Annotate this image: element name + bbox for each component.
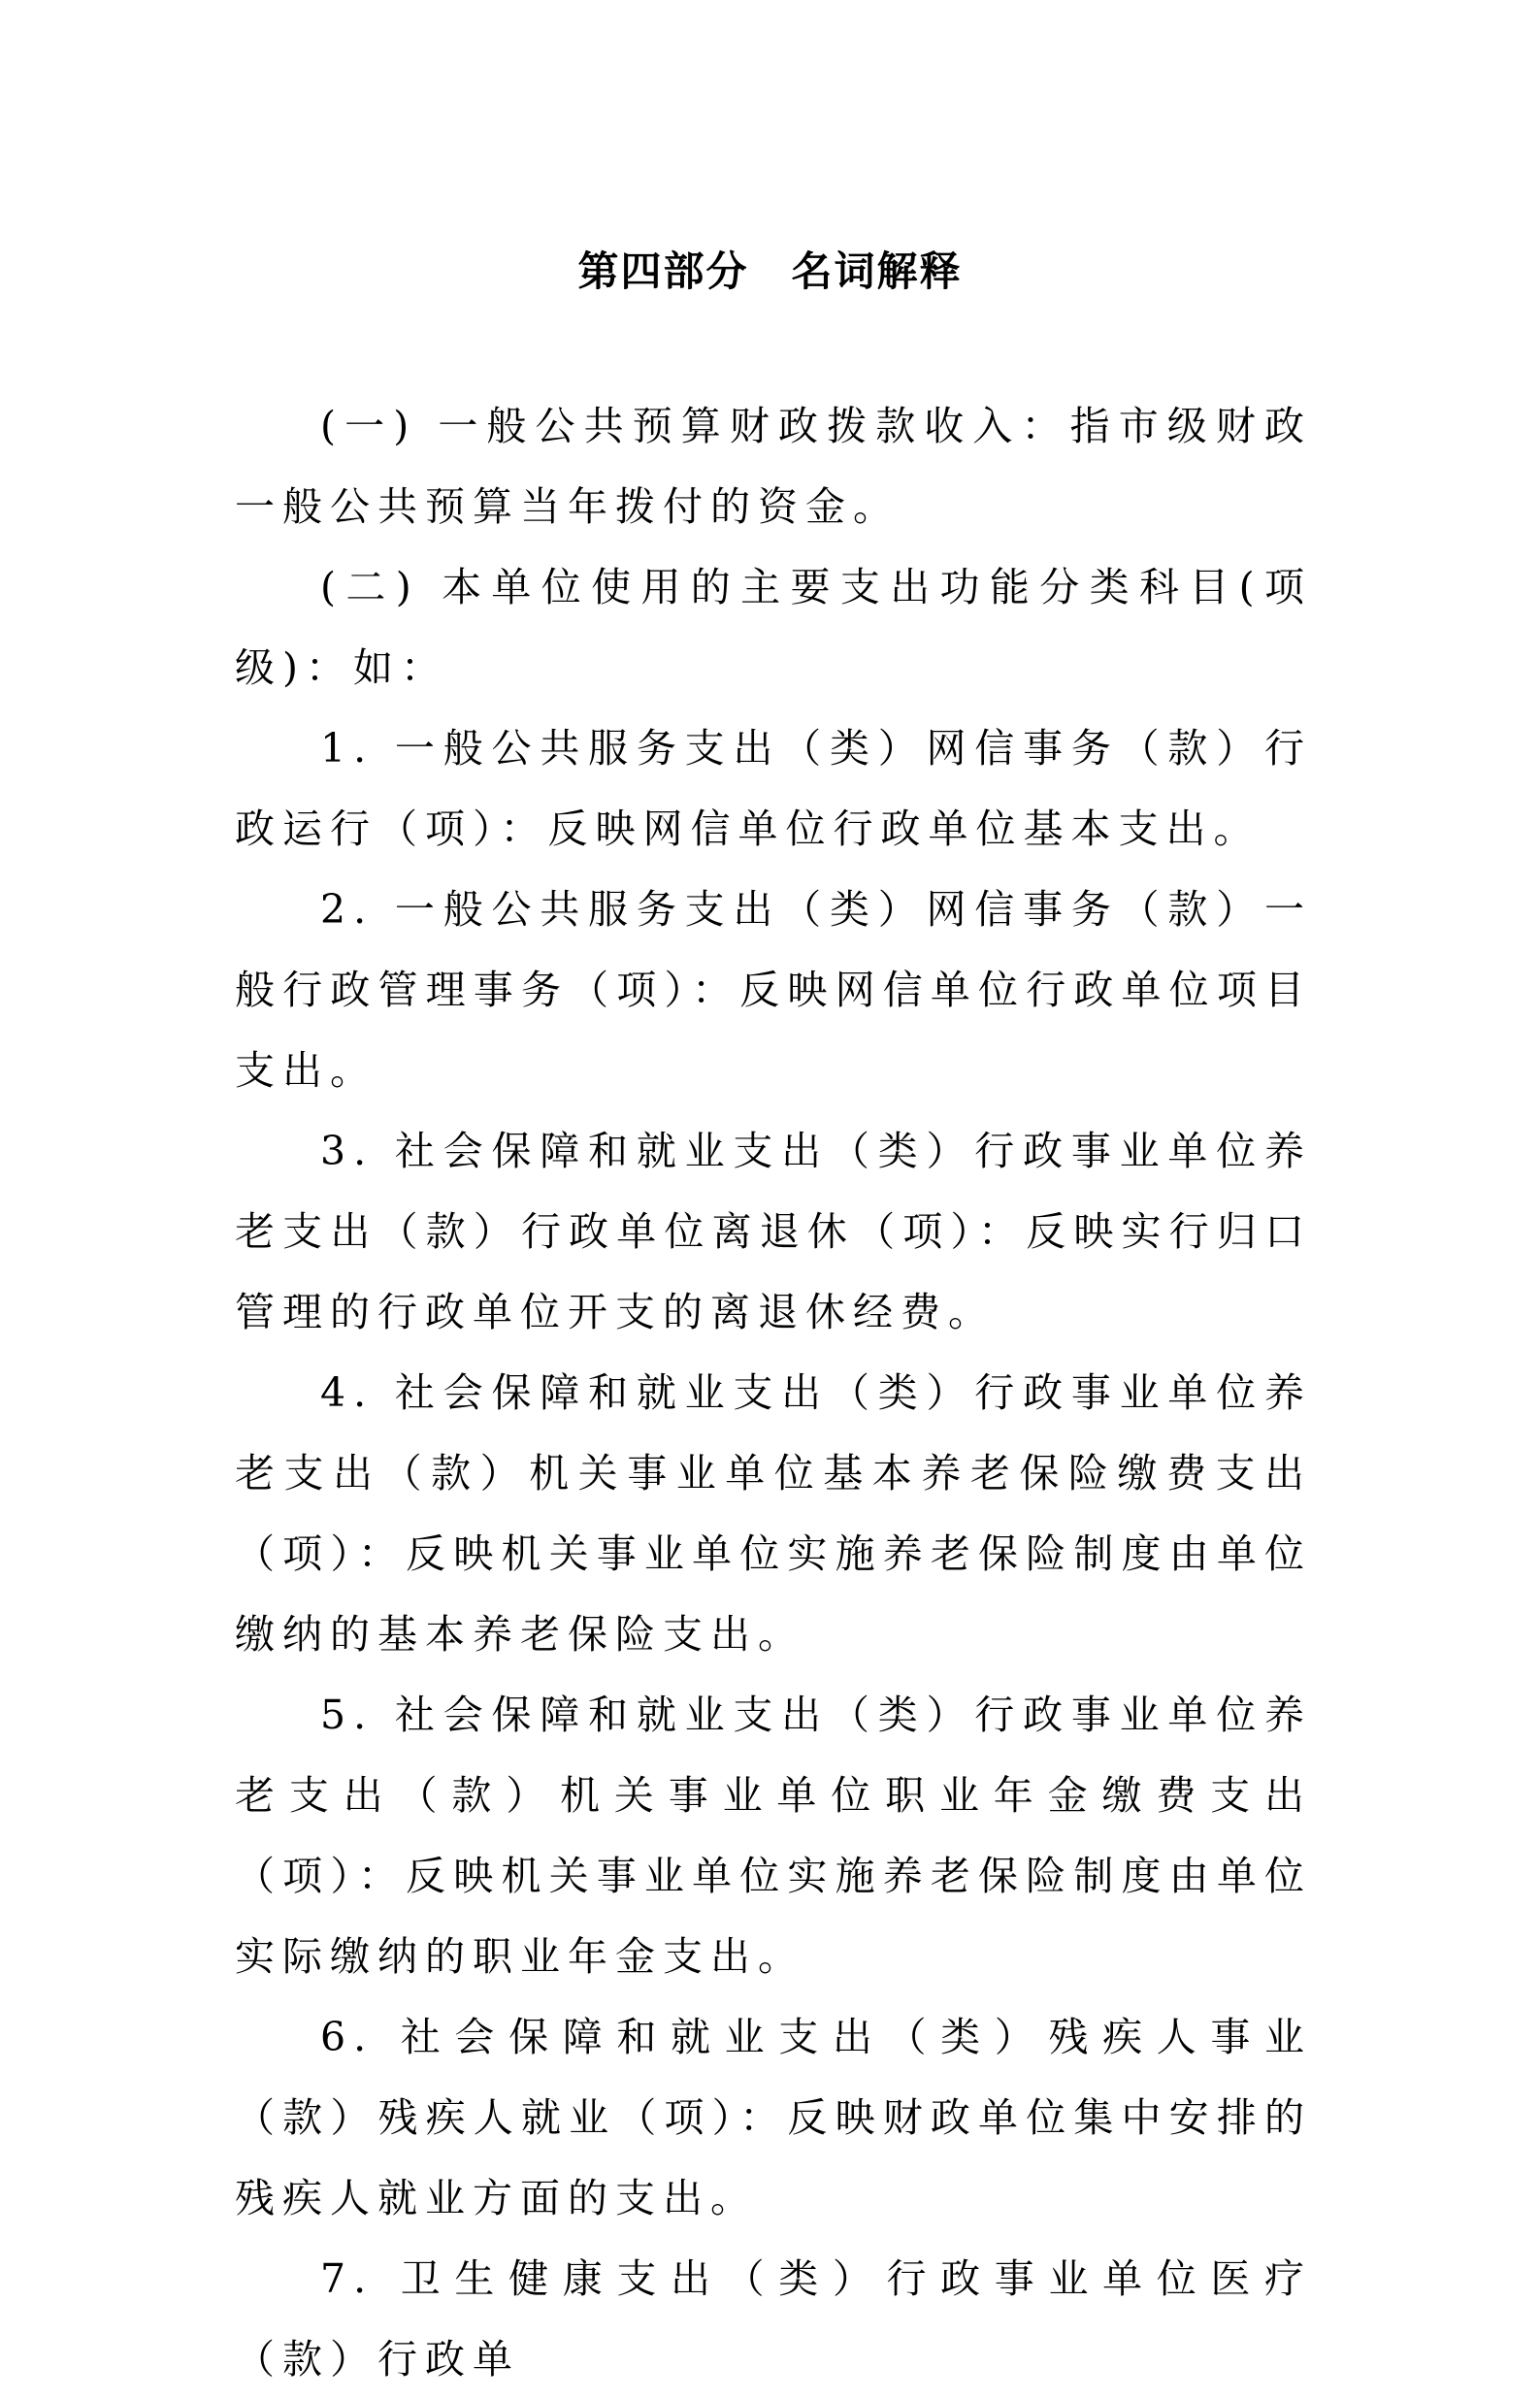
- paragraph-item-1: 1. 一般公共服务支出（类）网信事务（款）行政运行（项）：反映网信单位行政单位基本支出。: [235, 725, 1312, 852]
- paragraph-item-6: 6. 社会保障和就业支出（类）残疾人事业（款）残疾人就业（项）：反映财政单位集中安排的残疾人就业方面的支出。: [235, 2014, 1312, 2221]
- paragraph-general-budget-revenue: (一) 一般公共预算财政拨款收入：指市级财政一般公共预算当年拨付的资金。: [235, 403, 1312, 530]
- paragraph-item-5: 5. 社会保障和就业支出（类）行政事业单位养老支出（款）机关事业单位职业年金缴费支出（项）：反映机关事业单位实施养老保险制度由单位实际缴纳的职业年金支出。: [235, 1692, 1312, 1980]
- document-body: [235, 386, 1312, 2400]
- page-title: 第四部分 名词解释: [577, 247, 963, 295]
- paragraph-item-2: 2. 一般公共服务支出（类）网信事务（款）一般行政管理事务（项）：反映网信单位行政单位项目支出。: [235, 886, 1312, 1094]
- paragraph-item-7: 7. 卫生健康支出（类）行政事业单位医疗（款）行政单: [235, 2255, 1312, 2383]
- paragraph-item-3: 3. 社会保障和就业支出（类）行政事业单位养老支出（款）行政单位离退休（项）：反映实行归口管理的行政单位开支的离退休经费。: [235, 1128, 1312, 1335]
- paragraph-function-classification-intro: (二) 本单位使用的主要支出功能分类科目(项级)：如：: [235, 564, 1312, 691]
- paragraph-item-4: 4. 社会保障和就业支出（类）行政事业单位养老支出（款）机关事业单位基本养老保险缴费支出（项）：反映机关事业单位实施养老保险制度由单位缴纳的基本养老保险支出。: [235, 1369, 1312, 1658]
